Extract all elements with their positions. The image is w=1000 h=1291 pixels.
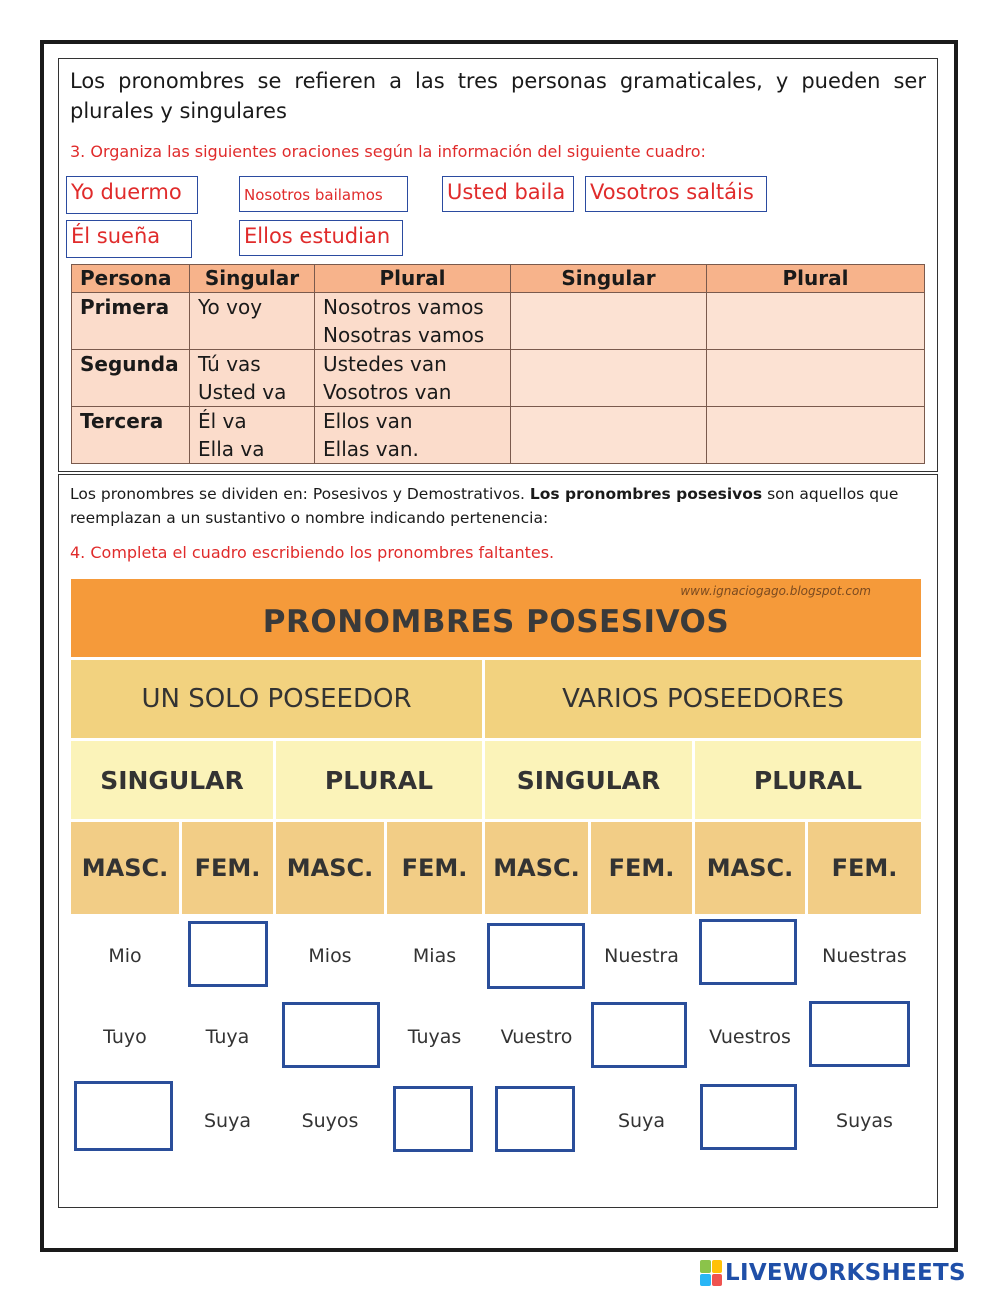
possessive-intro — [70, 482, 926, 530]
pronoun-cell: Tuyo — [71, 998, 179, 1076]
plural-cell — [315, 293, 511, 350]
pronoun-cell: Tuya — [182, 998, 273, 1076]
drop-zone-singular[interactable] — [511, 293, 707, 350]
plural-example: Nosotras vamos — [323, 323, 485, 347]
answer-input[interactable] — [74, 1081, 173, 1151]
pronoun-cell: Mio — [71, 917, 179, 995]
pronoun-cell: Suyos — [276, 1079, 384, 1162]
pronoun-cell: Mias — [387, 917, 482, 995]
persona-cell: Segunda — [72, 350, 190, 407]
number-singular: SINGULAR — [71, 741, 273, 819]
persona-cell: Tercera — [72, 407, 190, 464]
gender-fem: FEM. — [808, 822, 921, 914]
drop-zone-plural[interactable] — [707, 407, 925, 464]
sentence-chip[interactable]: Él sueña — [66, 220, 192, 258]
table-row — [72, 407, 925, 464]
sentence-chip[interactable]: Vosotros saltáis — [585, 176, 767, 212]
pronoun-cell: Vuestros — [695, 998, 805, 1076]
gender-masc: MASC. — [71, 822, 179, 914]
table-row — [72, 350, 925, 407]
brand-name: LIVEWORKSHEETS — [725, 1260, 966, 1286]
answer-input[interactable] — [282, 1002, 380, 1068]
conjugation-table — [71, 264, 925, 464]
intro2-bold-term: Los pronombres posesivos — [529, 485, 763, 503]
drop-zone-plural[interactable] — [707, 293, 925, 350]
pronoun-cell: Suya — [591, 1079, 692, 1162]
table-row — [72, 293, 925, 350]
drop-zone-singular[interactable] — [511, 350, 707, 407]
intro2-text-end: son aquellos que reemplazan a un sustantivo o nombre indicando pertenencia: — [70, 485, 899, 527]
sentence-chip[interactable]: Nosotros bailamos — [239, 176, 408, 212]
header-plural-target: Plural — [707, 265, 925, 293]
group-many-owners: VARIOS POSEEDORES — [485, 660, 921, 738]
sentence-chip[interactable]: Yo duermo — [66, 176, 198, 214]
pronoun-cell: Nuestra — [591, 917, 692, 995]
task-3-instruction: 3. Organiza las siguientes oraciones según la información del siguiente cuadro: — [70, 142, 706, 161]
intro-text: Los pronombres se refieren a las tres personas gramaticales, y pueden ser plurales y singulares — [70, 69, 926, 123]
singular-cell — [190, 350, 315, 407]
group-one-owner: UN SOLO POSEEDOR — [71, 660, 482, 738]
plural-example: Ellas van. — [323, 437, 419, 461]
singular-example: Él va — [198, 409, 247, 433]
singular-example: Yo voy — [198, 295, 263, 319]
sentence-chip[interactable]: Usted baila — [442, 176, 574, 212]
pronoun-cell: Nuestras — [808, 917, 921, 995]
plural-example: Ustedes van — [323, 352, 447, 376]
task-4-instruction: 4. Completa el cuadro escribiendo los pronombres faltantes. — [70, 543, 555, 562]
header-persona: Persona — [72, 265, 190, 293]
answer-input[interactable] — [699, 919, 797, 985]
pronoun-cell: Vuestro — [485, 998, 588, 1076]
gender-fem: FEM. — [591, 822, 692, 914]
gender-masc: MASC. — [695, 822, 805, 914]
singular-cell — [190, 407, 315, 464]
number-singular: SINGULAR — [485, 741, 692, 819]
chart-title: PRONOMBRES POSESIVOS — [262, 604, 730, 640]
answer-input[interactable] — [487, 923, 585, 989]
drop-zone-singular[interactable] — [511, 407, 707, 464]
plural-example: Vosotros van — [323, 380, 452, 404]
singular-cell — [190, 293, 315, 350]
singular-example: Tú vas — [198, 352, 261, 376]
header-singular: Singular — [190, 265, 315, 293]
gender-fem: FEM. — [182, 822, 273, 914]
liveworksheets-brand — [700, 1259, 966, 1287]
plural-cell — [315, 407, 511, 464]
answer-input[interactable] — [809, 1001, 910, 1067]
header-singular-target: Singular — [511, 265, 707, 293]
possessive-pronouns-chart — [71, 579, 921, 1162]
gender-masc: MASC. — [485, 822, 588, 914]
answer-input[interactable] — [700, 1084, 797, 1150]
answer-input[interactable] — [393, 1086, 473, 1152]
gender-fem: FEM. — [387, 822, 482, 914]
header-plural: Plural — [315, 265, 511, 293]
sentence-chip[interactable]: Ellos estudian — [239, 220, 403, 256]
singular-example: Usted va — [198, 380, 287, 404]
number-plural: PLURAL — [695, 741, 921, 819]
answer-input[interactable] — [188, 921, 268, 987]
answer-input[interactable] — [591, 1002, 687, 1068]
drop-zone-plural[interactable] — [707, 350, 925, 407]
plural-cell — [315, 350, 511, 407]
plural-example: Nosotros vamos — [323, 295, 484, 319]
intro2-text: Los pronombres se dividen en: Posesivos y Demostrativos. — [70, 485, 530, 503]
watermark-url: www.ignaciogago.blogspot.com — [680, 584, 871, 598]
pronoun-cell: Tuyas — [387, 998, 482, 1076]
plural-example: Ellos van — [323, 409, 413, 433]
pronoun-cell: Suyas — [808, 1079, 921, 1162]
number-plural: PLURAL — [276, 741, 482, 819]
liveworksheets-logo-icon — [700, 1260, 722, 1286]
pronoun-cell: Mios — [276, 917, 384, 995]
persona-cell: Primera — [72, 293, 190, 350]
answer-input[interactable] — [495, 1086, 575, 1152]
pronoun-cell: Suya — [182, 1079, 273, 1162]
gender-masc: MASC. — [276, 822, 384, 914]
singular-example: Ella va — [198, 437, 265, 461]
